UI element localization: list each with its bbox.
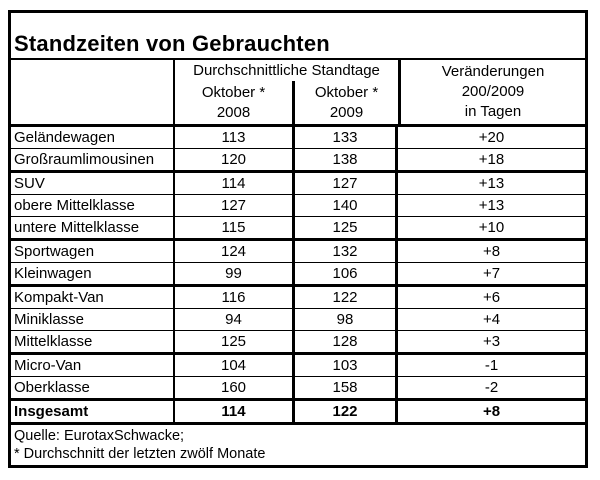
row-change: +4 bbox=[482, 311, 501, 328]
row-okt2009: 132 bbox=[295, 241, 398, 262]
row-label: Insgesamt bbox=[11, 401, 175, 422]
row-okt2008: 160 bbox=[175, 377, 295, 398]
row-okt2008: 94 bbox=[175, 309, 295, 330]
row-okt2009: 127 bbox=[295, 173, 398, 194]
row-okt2008: 115 bbox=[175, 217, 295, 238]
row-label: obere Mittelklasse bbox=[11, 195, 175, 216]
table-row bbox=[11, 330, 585, 352]
table-row bbox=[11, 127, 585, 148]
table-row bbox=[11, 308, 585, 330]
table-body bbox=[11, 127, 585, 422]
row-okt2009: 133 bbox=[295, 127, 398, 148]
row-change: +7 bbox=[482, 265, 501, 282]
row-okt2008: 124 bbox=[175, 241, 295, 262]
row-okt2008: 125 bbox=[175, 331, 295, 352]
row-okt2009: 140 bbox=[295, 195, 398, 216]
row-change: +20 bbox=[478, 129, 505, 146]
table-row bbox=[11, 148, 585, 170]
row-okt2008: 114 bbox=[175, 173, 295, 194]
row-okt2008: 120 bbox=[175, 149, 295, 170]
row-label: Mittelklasse bbox=[11, 331, 175, 352]
row-label: Miniklasse bbox=[11, 309, 175, 330]
table-row bbox=[11, 216, 585, 238]
table-row bbox=[11, 284, 585, 308]
header-category-empty bbox=[11, 60, 175, 124]
row-okt2009: 122 bbox=[295, 287, 398, 308]
row-okt2008: 99 bbox=[175, 263, 295, 284]
row-label: Kompakt-Van bbox=[11, 287, 175, 308]
row-okt2008: 127 bbox=[175, 195, 295, 216]
row-change: +13 bbox=[478, 197, 505, 214]
row-okt2008: 113 bbox=[175, 127, 295, 148]
header-col-change bbox=[401, 60, 585, 124]
row-label: untere Mittelklasse bbox=[11, 217, 175, 238]
table-row bbox=[11, 170, 585, 194]
table-footer bbox=[11, 422, 585, 465]
row-okt2009: 106 bbox=[295, 263, 398, 284]
table-row bbox=[11, 194, 585, 216]
row-okt2008: 114 bbox=[175, 401, 295, 422]
header-group-label: Durchschnittliche Standtage bbox=[193, 62, 380, 79]
row-change: +3 bbox=[482, 333, 501, 350]
footer-source: Quelle: EurotaxSchwacke; bbox=[14, 428, 185, 444]
row-label: SUV bbox=[11, 173, 175, 194]
row-change: -1 bbox=[484, 357, 499, 374]
row-okt2009: 125 bbox=[295, 217, 398, 238]
header-okt2009-line1: Oktober * bbox=[314, 84, 379, 101]
table-title: Standzeiten von Gebrauchten bbox=[11, 13, 585, 60]
header-okt2008-line2: 2008 bbox=[216, 104, 251, 121]
row-okt2009: 128 bbox=[295, 331, 398, 352]
table-row bbox=[11, 352, 585, 376]
row-okt2009: 158 bbox=[295, 377, 398, 398]
header-change-line2: 200/2009 bbox=[461, 83, 525, 100]
row-change: +6 bbox=[482, 289, 501, 306]
document-table bbox=[8, 10, 588, 468]
header-okt2008-line1: Oktober * bbox=[201, 84, 266, 101]
header-group-standtage bbox=[175, 60, 401, 124]
row-label: Kleinwagen bbox=[11, 263, 175, 284]
row-change: +8 bbox=[482, 243, 501, 260]
row-okt2009: 138 bbox=[295, 149, 398, 170]
row-change: +10 bbox=[478, 219, 505, 236]
table-row bbox=[11, 262, 585, 284]
header-subcolumns bbox=[175, 81, 398, 124]
row-change: +8 bbox=[482, 403, 501, 420]
table-row bbox=[11, 376, 585, 398]
row-label: Großraumlimousinen bbox=[11, 149, 175, 170]
row-label: Micro-Van bbox=[11, 355, 175, 376]
row-change: +18 bbox=[478, 151, 505, 168]
row-label: Oberklasse bbox=[11, 377, 175, 398]
row-okt2009: 103 bbox=[295, 355, 398, 376]
row-change: -2 bbox=[484, 379, 499, 396]
row-okt2008: 104 bbox=[175, 355, 295, 376]
header-change-line3: in Tagen bbox=[464, 103, 522, 120]
header-change-line1: Veränderungen bbox=[441, 63, 545, 80]
table-row bbox=[11, 238, 585, 262]
footer-note: * Durchschnitt der letzten zwölf Monate bbox=[14, 446, 266, 462]
row-okt2008: 116 bbox=[175, 287, 295, 308]
row-okt2009: 98 bbox=[295, 309, 398, 330]
row-okt2009: 122 bbox=[295, 401, 398, 422]
table-row bbox=[11, 398, 585, 422]
column-header-row bbox=[11, 60, 585, 127]
row-change: +13 bbox=[478, 175, 505, 192]
row-label: Sportwagen bbox=[11, 241, 175, 262]
header-col-okt2008 bbox=[175, 81, 295, 124]
row-label: Geländewagen bbox=[11, 127, 175, 148]
header-okt2009-line2: 2009 bbox=[329, 104, 364, 121]
header-col-okt2009 bbox=[295, 81, 398, 124]
